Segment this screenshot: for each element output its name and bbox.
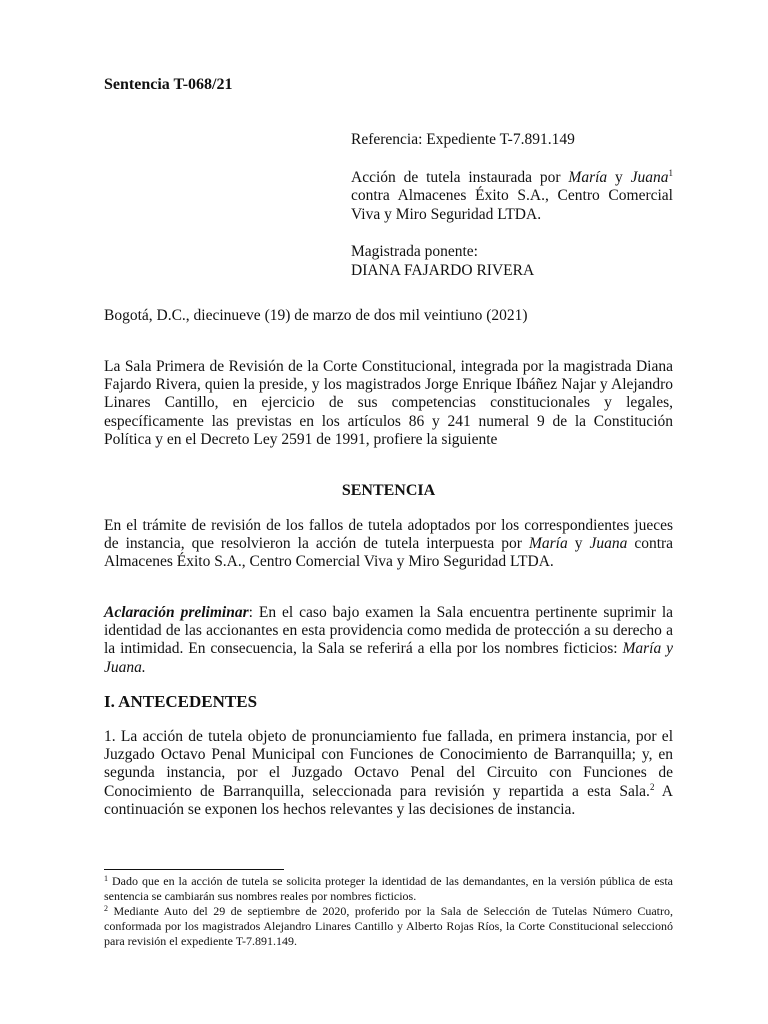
footnotes [104, 874, 673, 949]
reference-block [351, 131, 673, 298]
accion-post: contra Almacenes Éxito S.A., Centro Comercial Viva y Miro Seguridad LTDA. [351, 187, 673, 223]
footnote-2 [104, 904, 673, 949]
reference-accion [351, 169, 673, 225]
tramite-paragraph [104, 517, 673, 572]
ponente-label: Magistrada ponente: [351, 243, 478, 260]
reference-ponente [351, 243, 673, 280]
accionante-name-1: María [568, 168, 608, 186]
footnote-separator [104, 869, 284, 870]
sentencia-heading: SENTENCIA [341, 482, 436, 499]
accionante-name-2: Juana [630, 168, 669, 186]
sala-paragraph: La Sala Primera de Revisión de la Corte Constitucional, integrada por la magistrada Diana Fajardo Rivera, quien la preside, y los magistrados Jorge Enrique Ibáñez Najar y Alejandro Linares Cantillo, en ejercicio de sus competencias constitucionales y legales, específicamente las previstas en los artículos 86 y 241 numeral 9 de la Constitución Política y en el Decreto Ley 2591 de 1991, profiere la siguiente [104, 358, 673, 448]
date-line: Bogotá, D.C., diecinueve (19) de marzo de dos mil veintiuno (2021) [104, 307, 528, 324]
aclaracion-paragraph [104, 604, 673, 677]
footnote-1-mark: 1 [104, 874, 108, 883]
footnote-ref-1[interactable]: 1 [668, 167, 674, 178]
footnote-1 [104, 874, 673, 904]
document-title: Sentencia T-068/21 [104, 76, 233, 93]
tramite-name-2: Juana [589, 535, 628, 553]
accion-conj: y [615, 168, 623, 186]
ponente-name: DIANA FAJARDO RIVERA [351, 261, 535, 279]
footnote-ref-2[interactable]: 2 [649, 781, 655, 792]
section-heading-antecedentes: I. ANTECEDENTES [104, 692, 258, 711]
aclaracion-names: María y Juana. [104, 640, 673, 676]
tramite-conj: y [574, 535, 583, 553]
tramite-post: contra Almacenes Éxito S.A., Centro Comercial Viva y Miro Seguridad LTDA. [104, 535, 674, 571]
antecedentes-post: A continuación se exponen los hechos relevantes y las decisiones de instancia. [104, 782, 673, 818]
tramite-pre: En el trámite de revisión de los fallos de tutela adoptados por los correspondientes jueces de instancia, que resolvieron la acción de tutela interpuesta por [104, 517, 673, 553]
accion-pre: Acción de tutela instaurada por [351, 168, 561, 186]
aclaracion-label: Aclaración preliminar [104, 604, 249, 621]
antecedentes-pre: 1. La acción de tutela objeto de pronunciamiento fue fallada, en primera instancia, por el Juzgado Octavo Penal Municipal con Funciones de Conocimiento de Barranquilla; y, en segunda instancia, por el Juzgado Octavo Penal del Circuito con Funciones de Conocimiento de Barranquilla, seleccionada para revisión y repartida a esta Sala. [104, 728, 673, 800]
footnote-1-text: Dado que en la acción de tutela se solicita proteger la identidad de las demandantes, en la versión pública de esta sentencia se cambiarán sus nombres reales por nombres ficticios. [104, 874, 673, 903]
tramite-name-1: María [528, 535, 568, 553]
reference-expediente: Referencia: Expediente T-7.891.149 [351, 131, 575, 148]
aclaracion-text: : En el caso bajo examen la Sala encuentra pertinente suprimir la identidad de las accionantes en esta providencia como medida de protección a su derecho a la intimidad. En consecuencia, la Sala se referirá a ella por los nombres ficticios: [104, 604, 674, 658]
antecedentes-paragraph [104, 728, 673, 819]
footnote-2-text: Mediante Auto del 29 de septiembre de 2020, proferido por la Sala de Selección de Tutelas Número Cuatro, conformada por los magistrados Alejandro Linares Cantillo y Alberto Rojas Ríos, la Corte Constitucional seleccionó para revisión el expediente T-7.891.149. [104, 904, 674, 948]
footnote-2-mark: 2 [104, 904, 108, 913]
